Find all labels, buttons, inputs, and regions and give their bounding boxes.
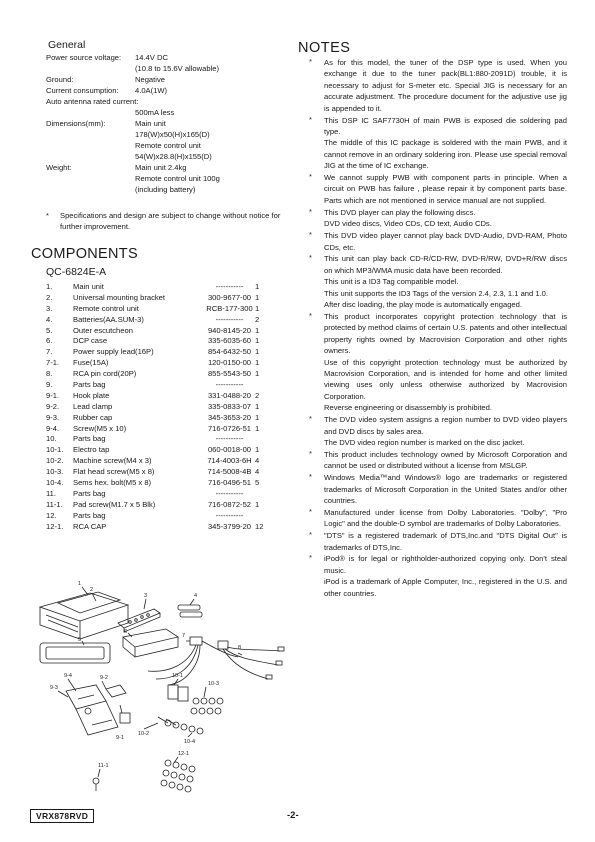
part-name: Parts bag [73, 434, 106, 444]
part-no: 10-2. [46, 456, 64, 466]
part-row [46, 315, 286, 326]
note-paragraph: Reverse engineering or disassembly is prohibited. [324, 403, 492, 413]
spec-row [46, 86, 167, 97]
spec-row [46, 119, 166, 130]
part-qty: 1 [255, 499, 260, 509]
part-code: 120-0150-00 [207, 358, 252, 368]
note-paragraph: As for this model, the tuner of the DSP type is used. When you exchange it due to the tuner pack(BL1:880-2091D) trouble, it is necessary to adjust for S-meter etc. Special JIG is necessary for an accurate adjustment. The procedure document for the adjustive use jig is appended to it. [324, 58, 567, 113]
part-name: Hook plate [73, 390, 110, 400]
part-name: Electro tap [73, 445, 110, 455]
part-row [46, 489, 286, 500]
note-paragraph: Manufactured under license from Dolby Laboratories. "Dolby", "Pro Logic" and the double-D symbol are trademarks of Dolby Laboratories. [324, 507, 567, 529]
spec-value: Remote control unit [135, 141, 201, 150]
note-paragraph: After disc loading, the play mode is automatically engaged. [324, 300, 522, 310]
fig-label-9-2: 9-2 [100, 675, 108, 681]
part-name: Lead clamp [73, 401, 113, 411]
part-row [46, 358, 286, 369]
part-row [46, 522, 286, 533]
part-row [46, 304, 286, 315]
fig-label-9-4: 9-4 [64, 673, 72, 679]
note-paragraph: The middle of this IC package is soldered with the main PWB, and it cannot remove in an ordinary soldering iron. Please use special removal JIG at the time of IC exchange. [324, 138, 567, 171]
general-heading: General [48, 39, 86, 51]
note-bullet: * [309, 448, 312, 458]
note-paragraph: This unit supports the ID3 Tags of the version 2.4, 2.3, 1.1 and 1.0. [324, 288, 549, 298]
note-item [309, 414, 567, 448]
part-name: Universal mounting bracket [73, 292, 166, 302]
part-name: DCP case [73, 336, 108, 346]
notes-heading: NOTES [298, 40, 351, 56]
note-item [309, 115, 567, 172]
fig-label-5: 5 [78, 637, 82, 643]
note-item [309, 172, 567, 206]
note-paragraph: This DVD video player cannot play back DVD-Audio, DVD-RAM, Photo CDs, etc. [324, 231, 567, 252]
spec-label: Current consumption: [46, 86, 119, 95]
fig-label-12-1: 12-1 [178, 751, 190, 757]
part-name: Main unit [73, 282, 104, 291]
part-no: 9-4. [46, 423, 60, 433]
part-name: RCA pin cord(20P) [73, 369, 137, 379]
part-row [46, 424, 286, 435]
part-no: 4. [46, 314, 53, 324]
spec-label: Weight: [46, 163, 72, 172]
part-name: Power supply lead(16P) [73, 347, 154, 357]
note-item [309, 553, 567, 599]
spec-row [46, 174, 220, 185]
spec-value: Main unit 2.4kg [135, 163, 187, 172]
note-paragraph: Use of this copyright protection technology must be authorized by Macrovision Corporation, and is intended for home and other limited viewing uses only unless otherwise authorized by Macrovision Corporation. [324, 357, 567, 401]
spec-value: (10.8 to 15.6V allowable) [135, 64, 220, 73]
part-qty: 1 [255, 423, 260, 433]
rca-cord-drawing [218, 641, 284, 679]
part-code: 335-0833-07 [207, 401, 252, 411]
part-name: Outer escutcheon [73, 325, 133, 335]
part-row [46, 445, 286, 456]
part-no: 6. [46, 336, 53, 346]
page-number: -2- [287, 810, 299, 821]
note-bullet: * [309, 57, 312, 66]
spec-row [46, 97, 138, 108]
note-bullet: * [46, 211, 49, 220]
part-code: 335-6035-60 [207, 336, 252, 346]
part-row [46, 402, 286, 413]
part-code: ----------- [215, 488, 244, 498]
note-bullet: * [309, 506, 312, 516]
part-code: 855-5543-50 [207, 369, 252, 379]
spec-note-text: Specifications and design are subject to change without notice for further improvement. [60, 211, 281, 231]
note-paragraph: iPod is a trademark of Apple Computer, Inc., registered in the U.S. and other countries. [324, 577, 567, 598]
spec-value: 54(W)x28.8(H)x155(D) [135, 152, 212, 161]
parts-bag-9-drawing [66, 685, 130, 735]
part-no: 7. [46, 347, 53, 357]
spec-row [46, 108, 174, 119]
part-row [46, 336, 286, 347]
spec-value: 500mA less [135, 108, 175, 117]
part-name: Fuse(15A) [73, 358, 109, 368]
part-name: Machine screw(M4 x 3) [73, 456, 152, 466]
note-paragraph: DVD video discs, Video CDs, CD text, Audio CDs. [324, 219, 492, 229]
part-no: 7-1. [46, 358, 60, 368]
part-code: 345-3653-20 [207, 412, 252, 422]
fig-label-11-1: 11-1 [98, 763, 109, 769]
note-bullet: * [309, 472, 312, 482]
part-code: ----------- [215, 510, 244, 520]
spec-label: Dimensions(mm): [46, 119, 106, 128]
part-no: 10-4. [46, 478, 64, 488]
notes-list [309, 57, 567, 600]
fig-label-10-4: 10-4 [184, 739, 196, 745]
part-row [46, 293, 286, 304]
note-paragraph: This unit is a ID3 Tag compatible model. [324, 277, 459, 287]
footer-model-number: VRX878RVD [30, 809, 94, 823]
part-qty: 12 [255, 521, 264, 531]
part-name: Flat head screw(M5 x 8) [73, 467, 155, 477]
part-code: 854-6432-50 [207, 347, 252, 357]
part-row [46, 500, 286, 511]
fig-label-9-1: 9-1 [116, 735, 124, 741]
part-qty: 1 [255, 445, 260, 455]
part-row [46, 434, 286, 445]
fig-label-10-2: 10-2 [138, 731, 150, 737]
part-no: 10-1. [46, 445, 64, 455]
spec-row [46, 141, 201, 152]
spec-value: 4.0A(1W) [135, 86, 168, 95]
fig-label-8: 8 [238, 645, 242, 651]
note-item [309, 449, 567, 472]
part-no: 2. [46, 292, 53, 302]
part-no: 5. [46, 325, 53, 335]
part-code: 716-0726-51 [207, 423, 252, 433]
part-code: 714-4003-6H [207, 456, 252, 466]
part-row [46, 511, 286, 522]
part-no: 9. [46, 380, 53, 390]
fig-label-10-3: 10-3 [208, 681, 220, 687]
part-qty: 1 [255, 336, 260, 346]
part-code: 300-9677-00 [207, 292, 252, 302]
component-model-name: QC-6824E-A [46, 266, 107, 278]
spec-row [46, 185, 195, 196]
note-item [309, 207, 567, 230]
part-row [46, 456, 286, 467]
spec-label: Auto antenna rated current: [46, 97, 139, 106]
part-row [46, 478, 286, 489]
spec-row [46, 64, 219, 75]
note-bullet: * [309, 172, 312, 182]
part-no: 11-1. [46, 499, 63, 509]
note-bullet: * [309, 414, 312, 424]
spec-value: Main unit [135, 119, 166, 128]
pad-screw-drawing [93, 778, 99, 791]
note-paragraph: The DVD video region number is marked on the disc jacket. [324, 437, 525, 447]
parts-list [46, 282, 286, 532]
note-paragraph: The DVD video system assigns a region number to DVD video players and DVD discs by sales area. [324, 415, 567, 436]
part-qty: 1 [255, 369, 260, 379]
parts-bag-10-drawing [158, 685, 223, 734]
part-name: Parts bag [73, 488, 106, 498]
part-row [46, 380, 286, 391]
note-paragraph: This product includes technology owned by Microsoft Corporation and cannot be used or distributed without a license from MSLGP. [324, 449, 567, 471]
spec-label: Ground: [46, 75, 74, 84]
part-qty: 1 [255, 325, 260, 335]
part-row [46, 282, 286, 293]
note-paragraph: "DTS" is a registered trademark of DTS,Inc.and "DTS Digital Out" is trademarks of DTS,Inc. [324, 531, 567, 552]
part-code: RCB-177-300 [206, 303, 253, 313]
part-code: 940-8145-20 [207, 325, 252, 335]
part-name: RCA CAP [73, 521, 107, 531]
part-no: 10. [46, 434, 57, 444]
spec-row [46, 163, 187, 174]
part-qty: 4 [255, 456, 260, 466]
part-row [46, 467, 286, 478]
note-item [309, 230, 567, 253]
note-bullet: * [309, 310, 312, 320]
part-row [46, 369, 286, 380]
part-row [46, 347, 286, 358]
rca-caps-drawing [161, 760, 195, 792]
note-item [309, 472, 567, 506]
note-item [309, 507, 567, 530]
note-paragraph: We cannot supply PWB with component parts in principle. When a circuit on PWB has failure , please repair it by component parts base. Parts which are not mentioned in service manual are not supplied. [324, 173, 567, 205]
note-bullet: * [309, 230, 312, 240]
fig-label-3: 3 [144, 593, 148, 599]
part-name: Rubber cap [73, 412, 113, 422]
part-no: 1. [46, 282, 53, 291]
note-paragraph: This unit can play back CD-R/CD-RW, DVD-R/RW, DVD+R/RW discs on which MP3/WMA music data have been recorded. [324, 254, 567, 275]
spec-value: 178(W)x50(H)x165(D) [135, 130, 210, 139]
part-name: Remote control unit [73, 303, 139, 313]
part-no: 9-2. [46, 401, 60, 411]
fig-label-4: 4 [194, 593, 198, 599]
part-code: ----------- [215, 434, 244, 444]
note-paragraph: Windows Media™and Windows® logo are trademarks or registered trademarks of Microsoft Corporation in the United States and/or other countries. [324, 473, 567, 505]
spec-row [46, 53, 168, 64]
part-row [46, 413, 286, 424]
spec-value: Negative [135, 75, 165, 84]
part-code: 331-0488-20 [207, 390, 252, 400]
part-qty: 1 [255, 347, 260, 357]
dcp-case-drawing [123, 629, 178, 657]
part-name: Sems hex. bolt(M5 x 8) [73, 478, 152, 488]
spec-label: Power source voltage: [46, 53, 122, 62]
part-name: Parts bag [73, 380, 106, 390]
part-name: Screw(M5 x 10) [73, 423, 127, 433]
note-item [309, 253, 567, 310]
part-qty: 2 [255, 314, 260, 324]
fig-label-1: 1 [78, 581, 82, 587]
part-qty: 2 [255, 390, 260, 400]
part-no: 12-1. [46, 521, 64, 531]
part-qty: 1 [255, 303, 260, 313]
spec-row [46, 152, 212, 163]
note-item [309, 57, 567, 114]
main-unit-drawing [40, 592, 128, 639]
part-row [46, 326, 286, 337]
note-item [309, 311, 567, 414]
part-code: ----------- [215, 380, 244, 390]
part-qty: 1 [255, 401, 260, 411]
fig-label-9-3: 9-3 [50, 685, 58, 691]
note-item [309, 530, 567, 553]
part-row [46, 391, 286, 402]
part-code: ----------- [215, 314, 244, 324]
note-bullet: * [309, 114, 312, 124]
part-qty: 1 [255, 412, 260, 422]
spec-note [46, 210, 286, 232]
fig-label-2: 2 [90, 587, 94, 593]
spec-value: (including battery) [135, 185, 196, 194]
part-name: Pad screw(M1.7 x 5 Blk) [73, 499, 156, 509]
part-no: 9-3. [46, 412, 60, 422]
part-qty: 1 [255, 282, 260, 291]
fig-label-6: 6 [124, 629, 128, 635]
components-illustration [28, 575, 290, 810]
part-no: 11. [46, 488, 56, 498]
part-name: Batteries(AA.SUM-3) [73, 314, 144, 324]
part-qty: 5 [255, 478, 260, 488]
part-code: 716-0872-52 [207, 499, 252, 509]
part-no: 12. [46, 510, 57, 520]
spec-row [46, 130, 210, 141]
part-name: Parts bag [73, 510, 106, 520]
part-code: 060-0018-00 [207, 445, 252, 455]
note-paragraph: iPod® is for legal or rightholder-authorized copying only. Don't steal music. [324, 554, 567, 575]
part-no: 8. [46, 369, 53, 379]
part-code: 716-0496-51 [207, 478, 252, 488]
fig-label-10-1: 10-1 [172, 673, 184, 679]
fig-label-7: 7 [182, 633, 186, 639]
part-code: 345-3799-20 [207, 521, 252, 531]
escutcheon-drawing [40, 643, 110, 663]
spec-row [46, 75, 165, 86]
spec-value: 14.4V DC [135, 53, 168, 62]
power-lead-drawing [148, 637, 238, 685]
part-no: 3. [46, 303, 53, 313]
part-qty: 4 [255, 467, 260, 477]
part-qty: 1 [255, 358, 260, 368]
note-paragraph: This DSP IC SAF7730H of main PWB is exposed die soldering pad type. [324, 115, 567, 136]
part-code: 714-5008-4B [207, 467, 252, 477]
note-bullet: * [309, 253, 312, 263]
components-heading: COMPONENTS [31, 246, 138, 262]
part-no: 9-1. [46, 390, 60, 400]
note-bullet: * [309, 530, 312, 540]
spec-value: Remote control unit 100g [135, 174, 220, 183]
part-code: ----------- [215, 282, 244, 291]
note-bullet: * [309, 553, 312, 563]
note-bullet: * [309, 206, 312, 216]
batteries-drawing [178, 605, 202, 617]
part-qty: 1 [255, 292, 260, 302]
note-paragraph: This product incorporates copyright protection technology that is protected by method claims of certain U.S. patents and other intellectual property rights owned by Macrovision Corporation and other rights owners. [324, 311, 567, 356]
part-no: 10-3. [46, 467, 64, 477]
note-paragraph: This DVD player can play the following discs. [324, 207, 476, 217]
